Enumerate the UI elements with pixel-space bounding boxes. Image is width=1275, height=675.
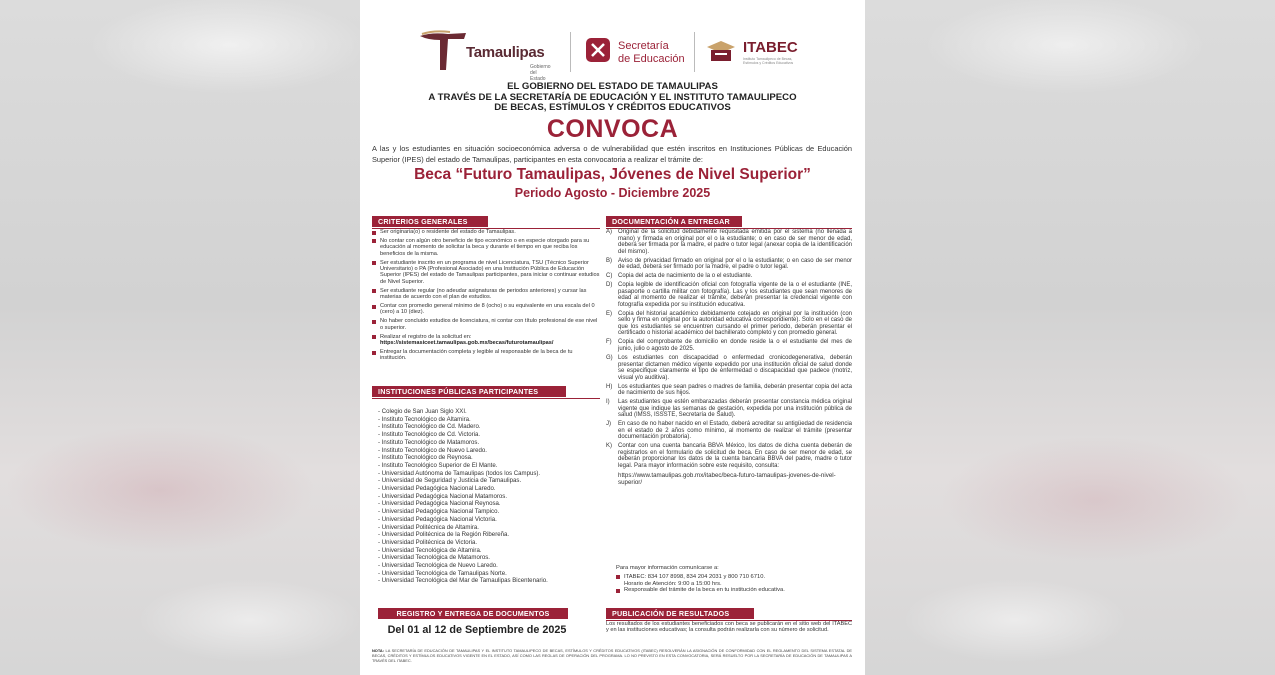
list-item: - Instituto Tecnológico de Reynosa. — [378, 454, 473, 462]
tamaulipas-emblem-icon — [418, 30, 468, 72]
list-item: - Universidad Politécnica de Victoria. — [378, 538, 478, 546]
item-text: Copia del acta de nacimiento de la o el estudiante. — [618, 273, 753, 280]
list-item: - Universidad Tecnológica de Tamaulipas Norte. — [378, 569, 507, 577]
convoca-title: CONVOCA — [546, 115, 679, 143]
list-item: - Universidad Tecnológica de Matamoros. — [378, 554, 490, 562]
list-item: No contar con algún otro beneficio de tipo económico o en especie otorgado para su educación al momento de solicitar la beca y durante el tiempo en que reciba los beneficios de la misma. — [372, 238, 600, 257]
instituciones-heading — [372, 386, 566, 397]
contact-phones — [616, 574, 851, 588]
list-item: - Universidad Pedagógica Nacional Matamoros. — [378, 492, 508, 500]
itabec-wordmark: ITABEC — [743, 39, 798, 56]
item-text: Copia del comprobante de domicilio en donde reside la o el estudiante del mes de junio, julio o agosto de 2025. — [618, 339, 852, 352]
registro-heading-text: REGISTRO Y ENTREGA DE DOCUMENTOS — [396, 609, 550, 618]
list-item — [606, 229, 852, 255]
convocatoria-document — [360, 0, 865, 675]
item-letter: A) — [606, 229, 612, 235]
background-blur-right — [865, 0, 1275, 675]
criterios-list — [372, 229, 600, 364]
intro-paragraph: A las y los estudiantes en situación socioeconómica adversa o de vulnerabilidad que estén inscritos en Instituciones Públicas de Educación Superior (IPES) del estado de Tamaulipas, participantes en esta convocatoria a realizar el trámite de: — [372, 144, 852, 164]
list-item: - Instituto Tecnológico de Cd. Madero. — [378, 423, 481, 431]
list-item: - Universidad Politécnica de Altamira. — [378, 523, 479, 531]
logo-divider — [694, 32, 695, 72]
logo-bar — [360, 28, 865, 82]
item-text: Las estudiantes que estén embarazadas deberán presentar constancia médica original vigente que indique las semanas de gestación, expedida por una institución pública de salud (IMSS, ISSSTE, Secretaría de Salud). — [618, 399, 852, 419]
list-item: - Universidad Tecnológica del Mar de Tamaulipas Bicentenario. — [378, 577, 548, 585]
registro-fechas: Del 01 al 12 de Septiembre de 2025 — [387, 624, 567, 636]
list-item: - Instituto Tecnológico de Nuevo Laredo. — [378, 446, 487, 454]
documentacion-list — [606, 229, 852, 489]
registro-instruction: Realizar el registro de la solicitud en: — [380, 333, 472, 340]
contact-phones-text: ITABEC: 834 107 8998, 834 204 2031 y 800 710 6710. — [624, 573, 766, 580]
tamaulipas-logo — [418, 30, 551, 82]
documentacion-heading — [606, 216, 742, 227]
documentacion-heading-text: DOCUMENTACIÓN A ENTREGAR — [612, 217, 730, 226]
beca-info-url-link[interactable]: https://www.tamaulipas.gob.mx/itabec/beca-futuro-tamaulipas-jovenes-de-nivel-superior/ — [618, 472, 836, 487]
list-item — [606, 258, 852, 271]
list-item: Ser estudiante regular (no adeudar asignaturas de periodos anteriores) y cursar las materias de acuerdo con el plan de estudios. — [372, 288, 600, 301]
item-letter: J) — [606, 421, 611, 428]
secretaria-line1: Secretaría — [618, 40, 669, 52]
itabec-emblem-icon — [705, 39, 737, 63]
item-letter: D) — [606, 282, 613, 289]
nota-label: NOTA: — [372, 648, 385, 653]
item-letter: H) — [606, 383, 613, 390]
item-text: Aviso de privacidad firmado en original por el o la estudiante; o en caso de ser menor de edad, deberá ser firmado por la madre, el padre o tutor legal. — [618, 257, 852, 271]
publicacion-text: Los resultados de los estudiantes beneficiados con beca se publicarán en el sitio web del ITABEC y en las instituciones educativas; la consulta podrán realizarla con su número de solicitud. — [606, 621, 852, 634]
criterios-heading — [372, 216, 488, 227]
registro-url-link[interactable]: https://sistemasiceet.tamaulipas.gob.mx/becas/futurotamaulipas/ — [380, 340, 554, 347]
item-text: Los estudiantes con discapacidad o enfermedad cronicodegenerativa, deberán presentar dictamen médico vigente expedido por una institución oficial de salud donde se especifique claramente el tipo de enfermedad o discapacidad que padece (motriz, visual y/o auditiva). — [618, 355, 852, 381]
list-item: - Universidad Pedagógica Nacional Laredo. — [378, 485, 496, 493]
list-item — [606, 443, 852, 486]
instituciones-list — [378, 408, 598, 585]
tamaulipas-wordmark: Tamaulipas — [466, 44, 545, 61]
secretaria-line2: de Educación — [618, 53, 685, 65]
secretaria-logo — [586, 36, 696, 70]
item-text: Original de la solicitud debidamente requisitada emitida por el sistema (no llenada a mano) y firmada en original por el o la estudiante; o en caso de ser menor de edad, deberá ser firmada por la madre, el padre o tutor legal (anexar copia de la identificación del mismo). — [618, 229, 852, 255]
itabec-subtitle: Instituto Tamaulipeco de Becas, Estímulos y Créditos Educativos — [743, 57, 794, 65]
item-letter: C) — [606, 273, 613, 280]
list-item: - Instituto Tecnológico de Altamira. — [378, 415, 471, 423]
list-item — [606, 355, 852, 381]
issuer-line-2: A TRAVÉS DE LA SECRETARÍA DE EDUCACIÓN Y EL INSTITUTO TAMAULIPECO — [428, 91, 797, 103]
item-letter: B) — [606, 257, 612, 264]
item-letter: G) — [606, 355, 613, 362]
list-item: - Universidad Pedagógica Nacional Reynosa. — [378, 500, 501, 508]
item-text: Copia legible de identificación oficial con fotografía vigente de la o el estudiante (INE, pasaporte o cartilla militar con fotografía). Las y los estudiantes que sean menores de edad al momento de realizar el trámite, deberán presentar la credencial vigente con fotografía expedida por su institución educativa. — [618, 282, 852, 308]
list-item: - Universidad Autónoma de Tamaulipas (todos los Campus). — [378, 469, 541, 477]
tamaulipas-subtitle: Gobierno del Estado — [530, 64, 551, 82]
list-item: - Universidad Tecnológica de Altamira. — [378, 546, 482, 554]
list-item: - Instituto Tecnológico de Matamoros. — [378, 438, 480, 446]
item-text: En caso de no haber nacido en el Estado, deberá acreditar su antigüedad de residencia en el estado de 2 años como mínimo, al momento de realizar el trámite (presentar documentación probatoria). — [618, 421, 852, 441]
periodo-title: Periodo Agosto - Diciembre 2025 — [514, 186, 711, 200]
list-item: - Instituto Tecnológico Superior de El Mante. — [378, 461, 498, 469]
publicacion-heading — [606, 608, 754, 619]
nota-footer — [372, 648, 852, 663]
list-item: Entregar la documentación completa y legible al responsable de la beca de tu institución. — [372, 349, 600, 362]
logo-divider — [570, 32, 571, 72]
list-item: - Universidad de Seguridad y Justicia de Tamaulipas. — [378, 477, 522, 485]
issuer-heading — [360, 82, 865, 114]
list-item: Ser estudiante inscrito en un programa de nivel Licenciatura, TSU (Técnico Superior Universitario) o PA (Profesional Asociado) en una Institución Pública de Educación Superior (IPES) del estado de Tamaulipas participantes, para iniciar o continuar estudios de Nivel Superior. — [372, 260, 600, 286]
item-letter: E) — [606, 310, 612, 317]
issuer-line-3: DE BECAS, ESTÍMULOS Y CRÉDITOS EDUCATIVOS — [494, 102, 731, 113]
beca-title: Beca “Futuro Tamaulipas, Jóvenes de Nivel Superior” — [414, 166, 811, 183]
secretaria-emblem-icon — [586, 38, 610, 62]
item-letter: F) — [606, 339, 612, 346]
item-letter: I) — [606, 399, 610, 406]
contact-intro: Para mayor información comunícarse a: — [616, 565, 719, 571]
item-letter: K) — [606, 443, 612, 450]
list-item: - Universidad Pedagógica Nacional Tampico. — [378, 508, 500, 516]
list-item: Contar con promedio general mínimo de 8 (ocho) o su equivalente en una escala del 0 (cero) a 10 (diez). — [372, 303, 600, 316]
list-item — [606, 421, 852, 441]
issuer-line-1: EL GOBIERNO DEL ESTADO DE TAMAULIPAS — [507, 81, 718, 92]
list-item: - Universidad Politécnica de la Región Ribereña. — [378, 531, 510, 539]
list-item: - Colegio de San Juan Siglo XXI. — [378, 408, 467, 415]
list-item: - Universidad Pedagógica Nacional Victoria. — [378, 515, 497, 523]
contact-responsable: Responsable del trámite de la beca en tu institución educativa. — [616, 587, 851, 594]
list-item: - Instituto Tecnológico de Cd. Victoria. — [378, 431, 481, 439]
contact-info — [616, 565, 851, 594]
item-text: Copia del historial académico debidamente cotejado en original por la institución (con sello y firma en original por la autoridad educativa correspondiente). Solo en el caso de que los estudiantes se encuentren cursando el primer periodo, deberán presentar el certificado o historial académico del bachillerato completo y con promedio general. — [618, 310, 852, 337]
list-item — [606, 273, 852, 280]
criterios-heading-text: CRITERIOS GENERALES — [378, 217, 468, 226]
list-item — [606, 384, 852, 397]
list-item — [606, 282, 852, 308]
instituciones-heading-text: INSTITUCIONES PÚBLICAS PARTICIPANTES — [378, 387, 539, 396]
background-blur-left — [0, 0, 360, 675]
heading-underline — [372, 398, 600, 399]
publicacion-heading-text: PUBLICACIÓN DE RESULTADOS — [612, 609, 730, 618]
item-text: Los estudiantes que sean padres o madres de familia, deberán presentar copia del acta de nacimiento de sus hijos. — [618, 383, 852, 397]
list-item — [372, 334, 600, 347]
contact-horario: Horario de Atención: 9:00 a 15:00 hrs. — [624, 580, 722, 587]
nota-text: LA SECRETARÍA DE EDUCACIÓN DE TAMAULIPAS Y EL INSTITUTO TAMAULIPECO DE BECAS, ESTÍMULOS Y CRÉDITOS EDUCATIVOS (ITABEC) RESOLVERÁN LA ASIGNACIÓN DE CONFORMIDAD CON EL REGLAMENTO DEL SISTEMA ESTATAL DE BECAS, CRÉDITOS Y ESTÍMULOS EDUCATIVOS VIGENTE EN EL ESTADO, ASÍ COMO LAS REGLAS DE OPERACIÓN DEL PROGRAMA. LO NO PREVISTO EN ESTA CONVOCATORIA, SERÁ RESUELTO POR LA SECRETARÍA DE EDUCACIÓN DE TAMAULIPAS A TRAVÉS DEL ITABEC. — [372, 648, 852, 663]
list-item: Ser originaria(o) o residente del estado de Tamaulipas. — [372, 229, 600, 235]
list-item — [606, 339, 852, 352]
list-item — [606, 399, 852, 419]
list-item — [606, 311, 852, 337]
itabec-logo — [705, 36, 815, 70]
registro-heading — [378, 608, 568, 619]
item-text: Contar con una cuenta bancaria BBVA México, los datos de dicha cuenta deberán de registrarlos en el formulario de solicitud de beca. En caso de ser menor de edad, se deberán proporcionar los datos de la cuenta bancaria BBVA del padre, madre o tutor legal. Para mayor información sobre este requisito, consulta: — [618, 443, 852, 469]
list-item: - Universidad Tecnológica de Nuevo Laredo. — [378, 562, 498, 570]
list-item: No haber concluido estudios de licenciatura, ni contar con título profesional de ese nivel o superior. — [372, 318, 600, 331]
